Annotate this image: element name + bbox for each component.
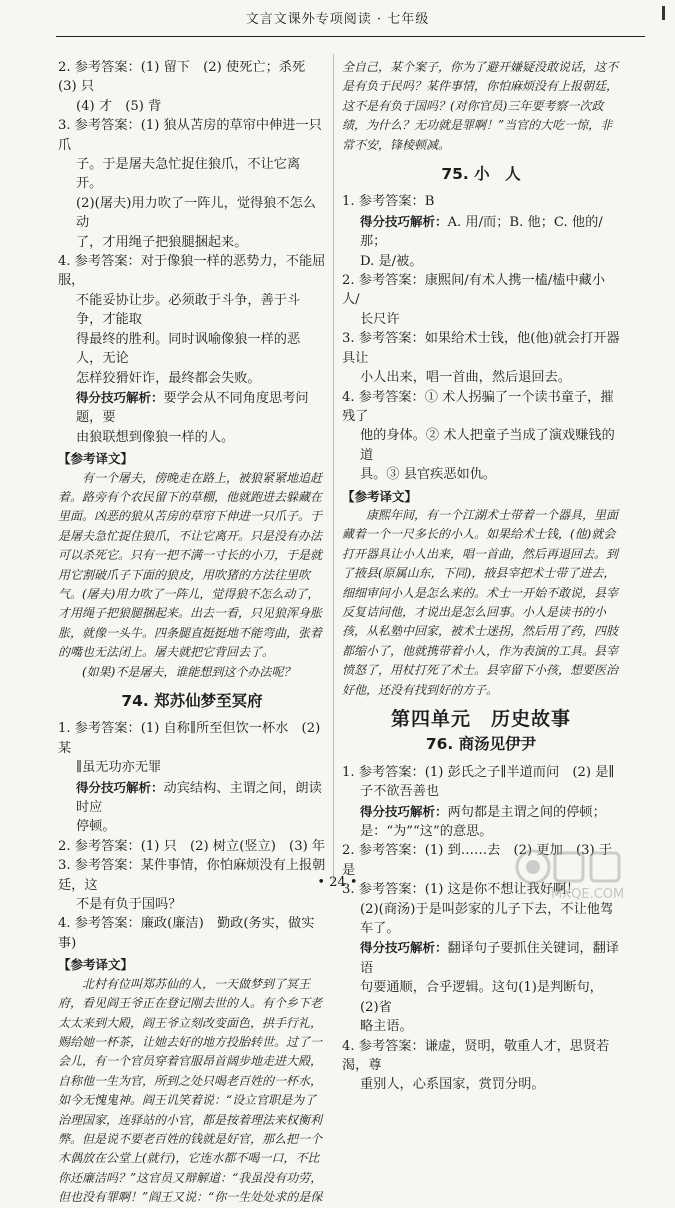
q76-1-skill-2: 是：“为”“这”的意思。 [360,824,493,840]
translation-paragraph: 有一个屠夫，傍晚走在路上，被狼紧紧地追赶着。路旁有个农民留下的草棚，他就跑进去躲藏在里面。凶恶的狼从苫房的草帘下伸进一只爪子。于是屠夫急忙捉住狼爪，不让它离开。只是没有办法可以杀死它。只有一把不满一寸长的小刀，于是就用它割破爪子下面的狼皮，用吹猪的方法往里吹气。(屠夫)用力吹了一阵儿，觉得狼不怎么动了，才用绳子把狼腿捆起来。出去一看，只见狼浑身胀胀，就像一头牛。四条腿直挺挺地不能弯曲，张着的嘴也无法闭上。屠夫就把它背回去了。 [58,470,323,660]
left-column [58,58,326,1208]
skill-text: 翻译句子要抓住关键词，翻译语 [360,941,619,976]
answer-3-line1: 3. 参考答案：(1) 狼从苫房的草帘中伸进一只爪 [58,118,322,153]
page-number: • 24 • [317,875,358,890]
q74-1-skill-2: 停顿。 [76,819,116,835]
q74-3-line1: 3. 参考答案：某件事情，你怕麻烦没有上报朝廷，这 [58,858,326,893]
translation-heading: 【参考译文】 [58,957,134,973]
q75-1: 1. 参考答案：B [342,194,435,210]
skill-text: A. 用/而；B. 他；C. 他的/那； [360,214,603,250]
q76-1-line2: 子不欲吾善也 [360,784,440,800]
q76-4-line1: 4. 参考答案：谦虚，贤明，敬重人才，思贤若渴，尊 [342,1038,610,1073]
q75-4-line3: 具。③ 县官疾恶如仇。 [360,467,497,483]
watermark-logo [511,843,661,903]
section-title-76: 76. 商汤见伊尹 [425,735,537,754]
answer-4-line3: 得最终的胜利。同时讽喻像狼一样的恶人，无论 [76,331,301,367]
q76-3-line2: (2)(商汤)于是叫彭家的儿子下去，不让他驾 [360,901,614,917]
q74-1-line1: 1. 参考答案：(1) 自称∥所至但饮一杯水 (2) 某 [58,721,321,756]
answer-3-line2: 子。于是屠夫急忙捉住狼爪，不让它离开。 [76,157,301,192]
q76-2: 2. 参考答案：(1) 到……去 (2) 更加 (3) 于是 [342,843,613,878]
answer-4-skill-2: 由狼联想到像狼一样的人。 [76,429,235,445]
q76-1-line1: 1. 参考答案：(1) 彭氏之子∥半道而问 (2) 是∥ [342,764,615,780]
translation-heading: 【参考译文】 [58,451,134,467]
q76-3-skill [342,938,620,978]
section-title-75: 75. 小 人 [441,165,521,184]
unit-title: 第四单元 历史故事 [390,708,571,730]
answer-2-line1: 2. 参考答案：(1) 留下 (2) 使死亡；杀死 (3) 只 [58,60,319,95]
q76-3-line3: 车了。 [360,921,400,937]
skill-text: 动宾结构、主谓之间，朗读时应 [76,780,322,816]
q74-4: 4. 参考答案：廉政(廉洁) 勤政(务实，做实事) [58,916,315,951]
skill-text: 两句都是主谓之间的停顿； [447,804,606,820]
skill-label: 得分技巧解析： [360,213,448,229]
q74-1-skill [58,778,326,818]
right-column [342,58,620,1095]
translation-paragraph: 康熙年间，有一个江湖术士带着一个器具，里面藏着一个一尺多长的小人。如果给术士钱，(他)就会打开器具让小人出来，唱一首曲，然后再退回去。到了掖县(原属山东，下同)，掖县宰把术士带了进去，细细审问小人是怎么来的。术士一开始不敢说，县宰反复诘问他，才说出是怎么回事。小人是读书的小孩，从私塾中回家，被术士迷拐，然后用了药，四肢都缩小了，他就携带着小人，作为表演的工具。县宰愤怒了，用杖打死了术士。县宰留下小孩，想要医治好他，还没有找到好的方子。 [342,507,619,697]
answer-4-line4: 怎样狡猾奸诈，最终都会失败。 [76,370,261,386]
answer-3-line4: 了，才用绳子把狼腿捆起来。 [76,234,248,250]
q75-1-skill-2: D. 是/被。 [360,253,423,269]
q74-3-line2: 不是有负于国吗？ [76,897,182,913]
q76-4-line2: 重别人，心系国家，赏罚分明。 [360,1077,545,1093]
skill-label: 得分技巧解析： [76,779,164,795]
q75-3-line1: 3. 参考答案：如果给术士钱，他(他)就会打开器具让 [342,331,620,366]
header-rule [56,36,645,37]
q75-2-line2: 长尺许 [360,311,400,327]
q75-4-line1: 4. 参考答案：① 术人拐骗了一个读书童子，摧残了 [342,389,614,424]
watermark-text: MXQE.COM [551,887,625,902]
answer-4-line2: 不能妥协让步。必须敢于斗争，善于斗争，才能取 [76,292,301,328]
running-header: 文言文课外专项阅读 · 七年级 [245,12,430,27]
q74-1-line2: ∥虽无功亦无罪 [76,760,162,776]
skill-label: 得分技巧解析： [360,803,448,819]
translation-paragraph: 北村有位叫郑苏仙的人，一天做梦到了冥王府，看见阎王爷正在登记刚去世的人。有个乡下老太太来到大殿，阎王爷立刻改变面色，拱手行礼，赐给她一杯茶，让她去好的地方投胎转世。过了一会儿，有一个官员穿着官服昂首阔步地走进大殿，自称他一生为官，所到之处只喝老百姓的一杯水，如今无愧鬼神。阎王讥笑着说：“设立官职是为了治理国家，连驿站的小官，都是按着理法来权衡利弊。但是说不要老百姓的钱就是好官，那么把一个木偶放在公堂上(就行)，它连水都不喝一口，不比你还廉洁吗？”这官员又辩解道：“我虽没有功劳，但也没有罪啊！”阎王又说：“你一生处处求的是保 [58,976,323,1205]
q75-4-line2: 他的身体。② 术人把童子当成了演戏赚钱的道 [360,428,615,463]
q76-3-skill-2: 句要通顺，合乎逻辑。这句(1)是判断句，(2)省 [360,980,603,1015]
q75-3-line2: 小人出来，唱一首曲，然后退回去。 [360,370,571,386]
q75-2-line1: 2. 参考答案：康熙间/有术人携一榼/榼中藏小人/ [342,273,606,308]
q74-2: 2. 参考答案：(1) 只 (2) 树立(竖立) (3) 年 [58,838,326,854]
edge-mark [662,6,665,20]
answer-4-line1: 4. 参考答案：对于像狼一样的恶势力，不能屈服， [58,254,326,289]
answer-2-line2: (4) 才 (5) 背 [76,98,162,114]
translation-heading: 【参考译文】 [342,488,418,504]
answer-3-line3: (2)(屠夫)用力吹了一阵儿，觉得狼不怎么动 [76,195,316,231]
column-divider [333,54,334,884]
q76-3-line1: 3. 参考答案：(1) 这是你不想让我好啊！ [342,882,580,898]
q75-1-skill [342,212,620,252]
q76-3-skill-3: 略主语。 [360,1019,413,1035]
answer-4-skill [58,388,326,428]
translation-paragraph: (如果)不是屠夫，谁能想到这个办法呢？ [82,664,296,679]
section-title-74: 74. 郑苏仙梦至冥府 [121,692,263,710]
skill-label: 得分技巧解析： [76,389,164,405]
skill-text-1: 要学会从不同角度思考问题，要 [76,390,309,426]
q76-1-skill [342,802,620,822]
translation-continued: 全自己，某个案子，你为了避开嫌疑没敢说话，这不是有负于民吗？某件事情，你怕麻烦没有上报朝廷，这不是有负于国吗？(对你官员)三年要考察一次政绩，为什么？无功就是罪啊！”当官的大吃一惊，非常不安，锋棱顿减。 [342,60,619,152]
skill-label: 得分技巧解析： [360,940,448,956]
